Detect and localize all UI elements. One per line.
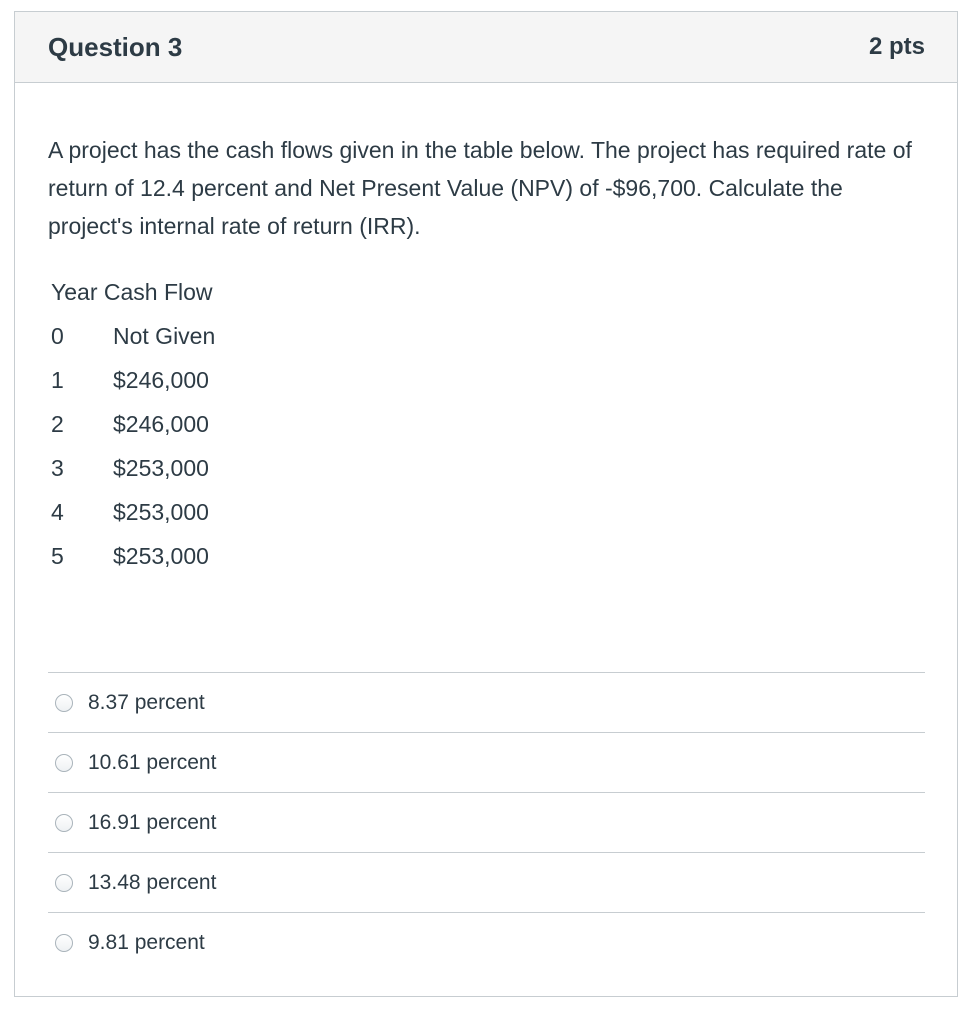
radio-button[interactable]: [55, 874, 73, 892]
answer-list: [48, 672, 925, 973]
radio-button[interactable]: [55, 934, 73, 952]
table-header-row: [51, 270, 215, 314]
answer-label[interactable]: 8.37 percent: [88, 690, 205, 714]
cash-flow-cell: $253,000: [113, 498, 209, 525]
cash-flow-table: [51, 270, 215, 578]
question-body: [15, 83, 957, 973]
question-title: Question 3: [48, 31, 183, 62]
question-text: A project has the cash flows given in the table below. The project has required rate of return of 12.4 percent and Net Present Value (NPV) of -$96,700. Calculate the project's internal rate of return (IRR).: [48, 137, 912, 239]
table-row: [51, 534, 215, 578]
radio-button[interactable]: [55, 814, 73, 832]
radio-button[interactable]: [55, 754, 73, 772]
table-header: Year Cash Flow: [51, 278, 213, 305]
answer-option[interactable]: [48, 853, 925, 913]
answer-label[interactable]: 10.61 percent: [88, 750, 217, 774]
year-cell: 2: [51, 410, 64, 437]
question-points: 2 pts: [868, 33, 925, 60]
radio-button[interactable]: [55, 694, 73, 712]
year-cell: 0: [51, 322, 64, 349]
table-row: [51, 358, 215, 402]
cash-flow-cell: $253,000: [113, 542, 209, 569]
year-cell: 4: [51, 498, 64, 525]
answer-option[interactable]: [48, 673, 925, 733]
year-cell: 3: [51, 454, 64, 481]
cash-flow-cell: Not Given: [113, 322, 216, 349]
answer-option[interactable]: [48, 793, 925, 853]
table-row: [51, 314, 215, 358]
table-row: [51, 490, 215, 534]
year-cell: 1: [51, 366, 64, 393]
cash-flow-cell: $246,000: [113, 410, 209, 437]
question-card: [14, 11, 958, 997]
question-header: [15, 12, 957, 83]
answer-option[interactable]: [48, 913, 925, 973]
cash-flow-cell: $253,000: [113, 454, 209, 481]
table-row: [51, 402, 215, 446]
answer-option[interactable]: [48, 733, 925, 793]
answer-label[interactable]: 9.81 percent: [88, 931, 205, 954]
cash-flow-cell: $246,000: [113, 366, 209, 393]
answer-label[interactable]: 13.48 percent: [88, 870, 217, 894]
year-cell: 5: [51, 542, 64, 569]
table-row: [51, 446, 215, 490]
answer-label[interactable]: 16.91 percent: [88, 810, 217, 834]
